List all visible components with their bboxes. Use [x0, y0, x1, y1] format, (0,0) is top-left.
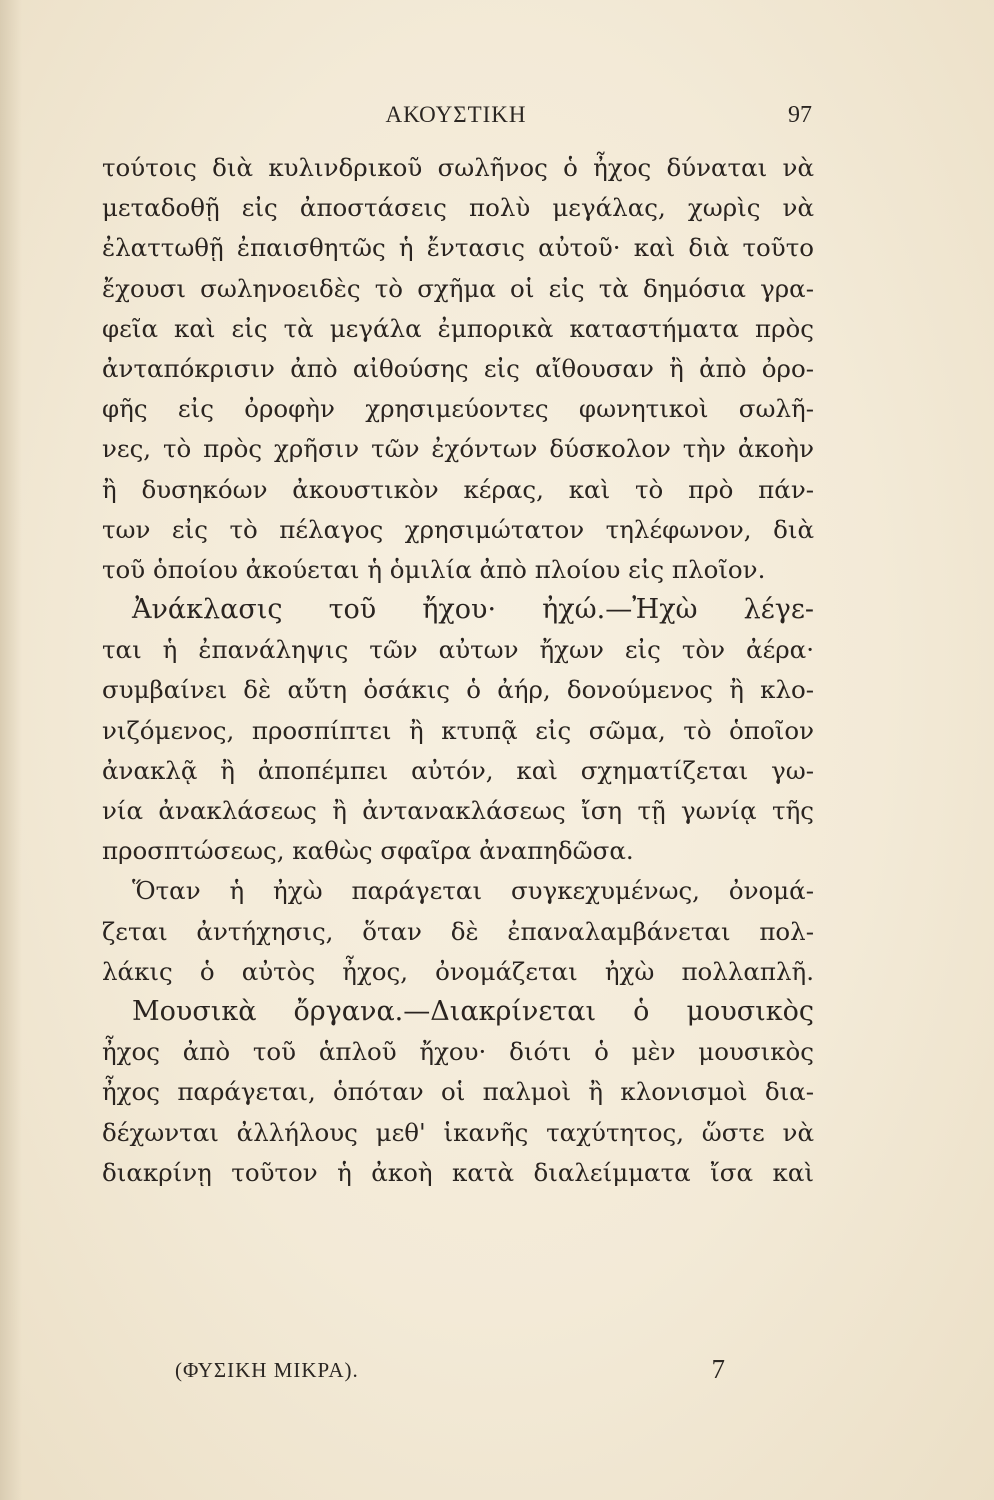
- section-heading-line: Μουσικὰ ὄργανα.—Διακρίνεται ὁ μουσικὸς: [132, 995, 814, 1027]
- text-line: ἀνακλᾷ ἢ ἀποπέμπει αὐτόν, καὶ σχηματίζεται γω-: [102, 755, 814, 785]
- text-line: τοῦ ὁποίου ἀκούεται ἡ ὁμιλία ἀπὸ πλοίου εἰς πλοῖον.: [102, 554, 766, 584]
- text-line: των εἰς τὸ πέλαγος χρησιμώτατον τηλέφωνον, διὰ: [102, 514, 814, 544]
- text-line: μεταδοθῇ εἰς ἀποστάσεις πολὺ μεγάλας, χωρὶς νὰ: [102, 193, 814, 223]
- page-number: 97: [788, 102, 812, 128]
- page-footer: [175, 1352, 725, 1392]
- text-line: ἔχουσι σωληνοειδὲς τὸ σχῆμα οἱ εἰς τὰ δημόσια γρα-: [102, 273, 814, 303]
- section-heading-line: Ἀνάκλασις τοῦ ἤχου· ἠχώ.—Ἠχὼ λέγε-: [132, 594, 814, 626]
- text-line: λάκις ὁ αὐτὸς ἦχος, ὀνομάζεται ἠχὼ πολλαπλῆ.: [102, 956, 814, 986]
- sheet-number: 7: [711, 1354, 725, 1384]
- text-line: τούτοις διὰ κυλινδρικοῦ σωλῆνος ὁ ἦχος δύναται νὰ: [102, 153, 814, 182]
- signature-mark: (ΦΥΣΙΚΗ ΜΙΚΡΑ).: [175, 1358, 359, 1382]
- text-line: διακρίνῃ τοῦτον ἡ ἀκοὴ κατὰ διαλείμματα ἴσα καὶ: [102, 1157, 814, 1187]
- text-line: ἐλαττωθῇ ἐπαισθητῶς ἡ ἔντασις αὐτοῦ· καὶ διὰ τοῦτο: [102, 233, 814, 263]
- body-text: [102, 148, 814, 1193]
- text-line: συμβαίνει δὲ αὔτη ὁσάκις ὁ ἀήρ, δονούμενος ἢ κλο-: [102, 675, 814, 705]
- text-line: ἀνταπόκρισιν ἀπὸ αἰθούσης εἰς αἴθουσαν ἢ ἀπὸ ὀρο-: [102, 353, 814, 383]
- running-head: [100, 96, 812, 136]
- text-line: ἢ δυσηκόων ἀκουστικὸν κέρας, καὶ τὸ πρὸ πάν-: [102, 474, 814, 504]
- text-line: φεῖα καὶ εἰς τὰ μεγάλα ἐμπορικὰ καταστήματα πρὸς: [102, 313, 814, 343]
- text-line: ζεται ἀντήχησις, ὅταν δὲ ἐπαναλαμβάνεται πολ-: [102, 916, 814, 946]
- running-head-title: ΑΚΟΥΣΤΙΚΗ: [385, 102, 527, 127]
- text-line: δέχωνται ἀλλήλους μεθ' ἱκανῆς ταχύτητος, ὥστε νὰ: [102, 1117, 814, 1147]
- text-line: ται ἡ ἐπανάληψις τῶν αὐτων ἤχων εἰς τὸν ἀέρα·: [102, 635, 814, 665]
- text-line: νιζόμενος, προσπίπτει ἢ κτυπᾷ εἰς σῶμα, τὸ ὁποῖον: [102, 715, 814, 745]
- text-line: Ὅταν ἡ ἠχὼ παράγεται συγκεχυμένως, ὀνομά-: [132, 876, 814, 906]
- text-line: προσπτώσεως, καθὼς σφαῖρα ἀναπηδῶσα.: [102, 836, 634, 866]
- text-line: ἦχος παράγεται, ὁπόταν οἱ παλμοὶ ἢ κλονισμοὶ δια-: [102, 1077, 814, 1107]
- text-line: ἦχος ἀπὸ τοῦ ἁπλοῦ ἤχου· διότι ὁ μὲν μουσικὸς: [102, 1037, 814, 1067]
- text-line: νία ἀνακλάσεως ἢ ἀντανακλάσεως ἴση τῇ γωνίᾳ τῆς: [102, 796, 814, 825]
- text-line: νες, τὸ πρὸς χρῆσιν τῶν ἐχόντων δύσκολον τὴν ἀκοὴν: [102, 434, 814, 464]
- text-line: φῆς εἰς ὀροφὴν χρησιμεύοντες φωνητικοὶ σωλῆ-: [102, 394, 814, 424]
